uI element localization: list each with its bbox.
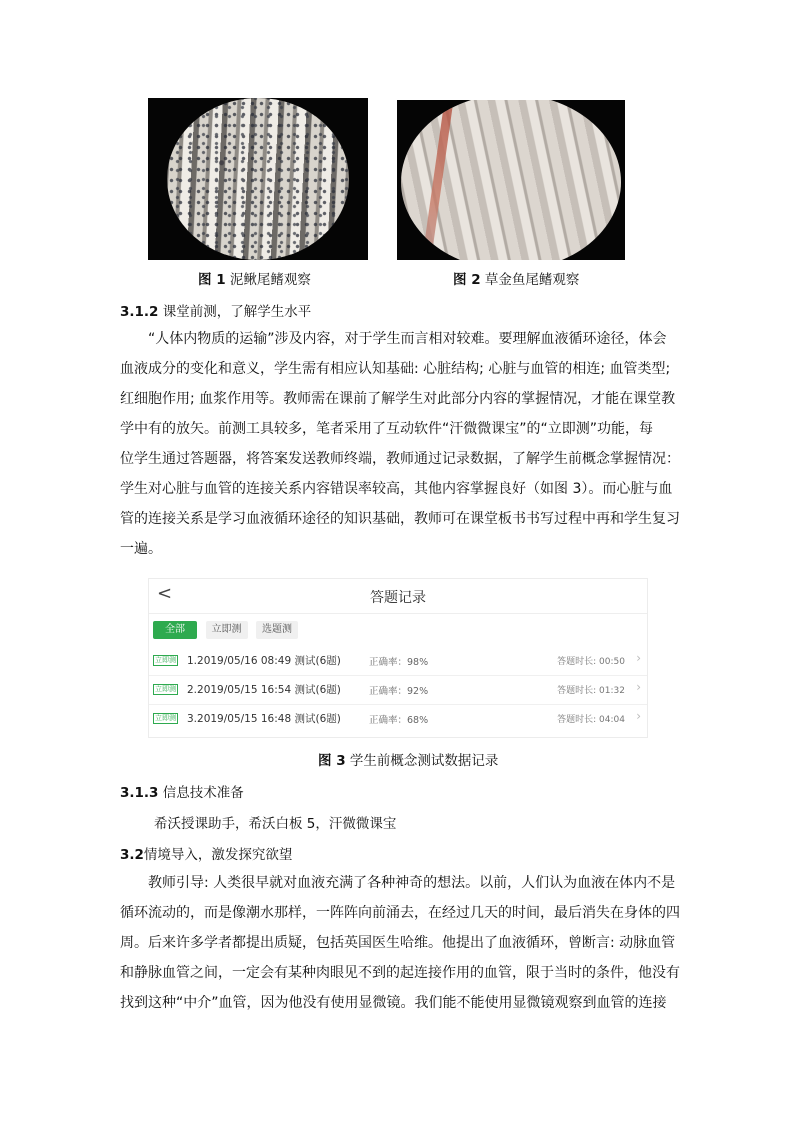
instant-test-badge: 立即测: [155, 656, 176, 664]
section-3-2-paragraph: 教师引导: 人类很早就对血液充满了各种神奇的想法。以前，人们认为血液在体内不是 循环流动的，而是像潮水那样，一阵阵向前涌去，在经过几天的时间，最后消失在身体的四 周。后来许多学者都提出质疑，包括英国医生哈维。他提出了血液循环，曾断言: 动脉血管 和静脉血管之间，一定会有某种肉眼见不到的起连接作用的血管，限于当时的条件，他没有 找到这种“中介”血管，因为他没有使用显微镜。我们能不能使用显微镜观察到血管的连接: [120, 875, 680, 1011]
record-row[interactable]: [149, 676, 647, 705]
record-row[interactable]: [149, 705, 647, 733]
record-duration: 答题时长: 04:04: [557, 715, 625, 725]
instant-test-badge: 立即测: [155, 714, 176, 722]
back-arrow-icon[interactable]: <: [157, 583, 173, 604]
record-name: 1.2019/05/16 08:49 测试(6题): [187, 655, 341, 667]
figure-1-image: [148, 98, 368, 260]
chevron-right-icon: ›: [636, 651, 641, 665]
record-accuracy: 正确率：98%: [369, 657, 429, 668]
filter-select-tab[interactable]: 选题测: [256, 621, 298, 639]
figure-3-caption: 图 3 学生前概念测试数据记录: [318, 753, 499, 769]
figure-1-caption: 图 1 泥鳅尾鳍观察: [198, 272, 311, 288]
section-3-1-3-heading: 3.1.3 信息技术准备: [120, 785, 244, 801]
chevron-right-icon: ›: [636, 709, 641, 723]
section-3-2-heading: 3.2情境导入，激发探究欲望: [120, 847, 293, 863]
figure-2-caption: 图 2 草金鱼尾鳍观察: [453, 272, 580, 288]
record-duration: 答题时长: 00:50: [557, 657, 625, 667]
answer-record-screenshot: [148, 578, 648, 738]
instant-test-badge: 立即测: [155, 685, 176, 693]
section-3-1-2-paragraph: “人体内物质的运输”涉及内容，对于学生而言相对较难。要理解血液循环途径，体会 血液成分的变化和意义，学生需有相应认知基础: 心脏结构; 心脏与血管的相连; 血管类型; 红细胞作用; 血浆作用等。教师需在课前了解学生对此部分内容的掌握情况，才能在课堂教 学中有的放矢。前测工具较多，笔者采用了互动软件“汗微微课宝”的“立即测”功能，每 位学生通过答题器，将答案发送教师终端，教师通过记录数据，了解学生前概念掌握情况： 学生对心脏与血管的连接关系内容错误率较高，其他内容掌握良好（如图 3）。而心脏与血 管的连接关系是学习血液循环途径的知识基础，教师可在课堂板书书写过程中再和学生复习 一遍。: [120, 331, 680, 557]
figure-2-image: [397, 100, 625, 260]
app-title: 答题记录: [370, 590, 426, 606]
section-3-1-3-body: 希沃授课助手，希沃白板 5，汗微微课宝: [154, 816, 397, 832]
record-row[interactable]: [149, 647, 647, 676]
record-accuracy: 正确率：68%: [369, 715, 429, 726]
app-topbar: [149, 579, 647, 614]
filter-instant-tab[interactable]: 立即测: [206, 621, 248, 639]
record-name: 2.2019/05/15 16:54 测试(6题): [187, 684, 341, 696]
filter-tabs: [153, 621, 303, 639]
record-name: 3.2019/05/15 16:48 测试(6题): [187, 713, 341, 725]
record-duration: 答题时长: 01:32: [557, 686, 625, 696]
section-3-1-2-heading: 3.1.2 课堂前测，了解学生水平: [120, 304, 312, 320]
chevron-right-icon: ›: [636, 680, 641, 694]
record-accuracy: 正确率：92%: [369, 686, 429, 697]
filter-all-tab[interactable]: 全部: [153, 621, 197, 639]
